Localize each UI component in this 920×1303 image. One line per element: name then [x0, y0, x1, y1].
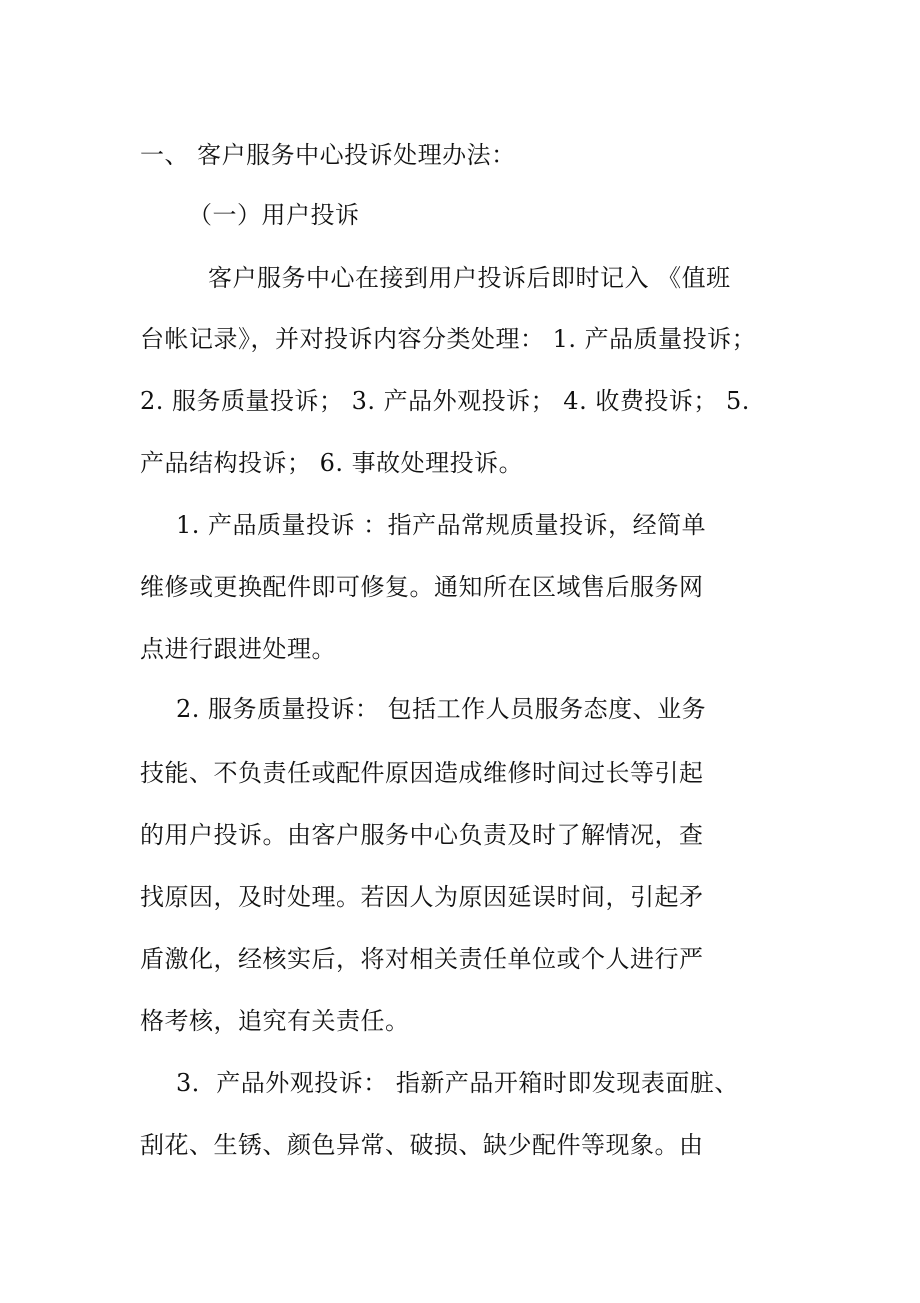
list-item-line: 1. 产品质量投诉 ：指产品常规质量投诉，经简单: [176, 511, 707, 539]
list-item-line: 3．产品外观投诉： 指新产品开箱时即发现表面脏、: [176, 1069, 739, 1097]
paragraph-line: 2. 服务质量投诉； 3. 产品外观投诉； 4. 收费投诉； 5.: [140, 387, 750, 415]
paragraph-line: 盾激化，经核实后，将对相关责任单位或个人进行严: [140, 945, 704, 973]
paragraph-line: 刮花、生锈、颜色异常、破损、缺少配件等现象。由: [140, 1131, 704, 1159]
paragraph-line: 找原因，及时处理。若因人为原因延误时间，引起矛: [140, 883, 704, 911]
subsection-heading: （一）用户投诉: [188, 201, 360, 229]
paragraph-line: 点进行跟进处理。: [140, 635, 336, 663]
paragraph-line: 台帐记录》，并对投诉内容分类处理： 1. 产品质量投诉；: [140, 325, 757, 353]
paragraph-line: 客户服务中心在接到用户投诉后即时记入 《值班: [208, 264, 731, 292]
section-heading: 一、 客户服务中心投诉处理办法：: [140, 141, 516, 169]
paragraph-line: 产品结构投诉； 6. 事故处理投诉。: [140, 449, 524, 477]
paragraph-line: 维修或更换配件即可修复。通知所在区域售后服务网: [140, 573, 704, 601]
paragraph-line: 的用户投诉。由客户服务中心负责及时了解情况，查: [140, 821, 704, 849]
paragraph-line: 技能、不负责任或配件原因造成维修时间过长等引起: [140, 759, 704, 787]
paragraph-line: 格考核，追究有关责任。: [140, 1007, 410, 1035]
list-item-line: 2. 服务质量投诉： 包括工作人员服务态度、业务: [176, 695, 707, 723]
